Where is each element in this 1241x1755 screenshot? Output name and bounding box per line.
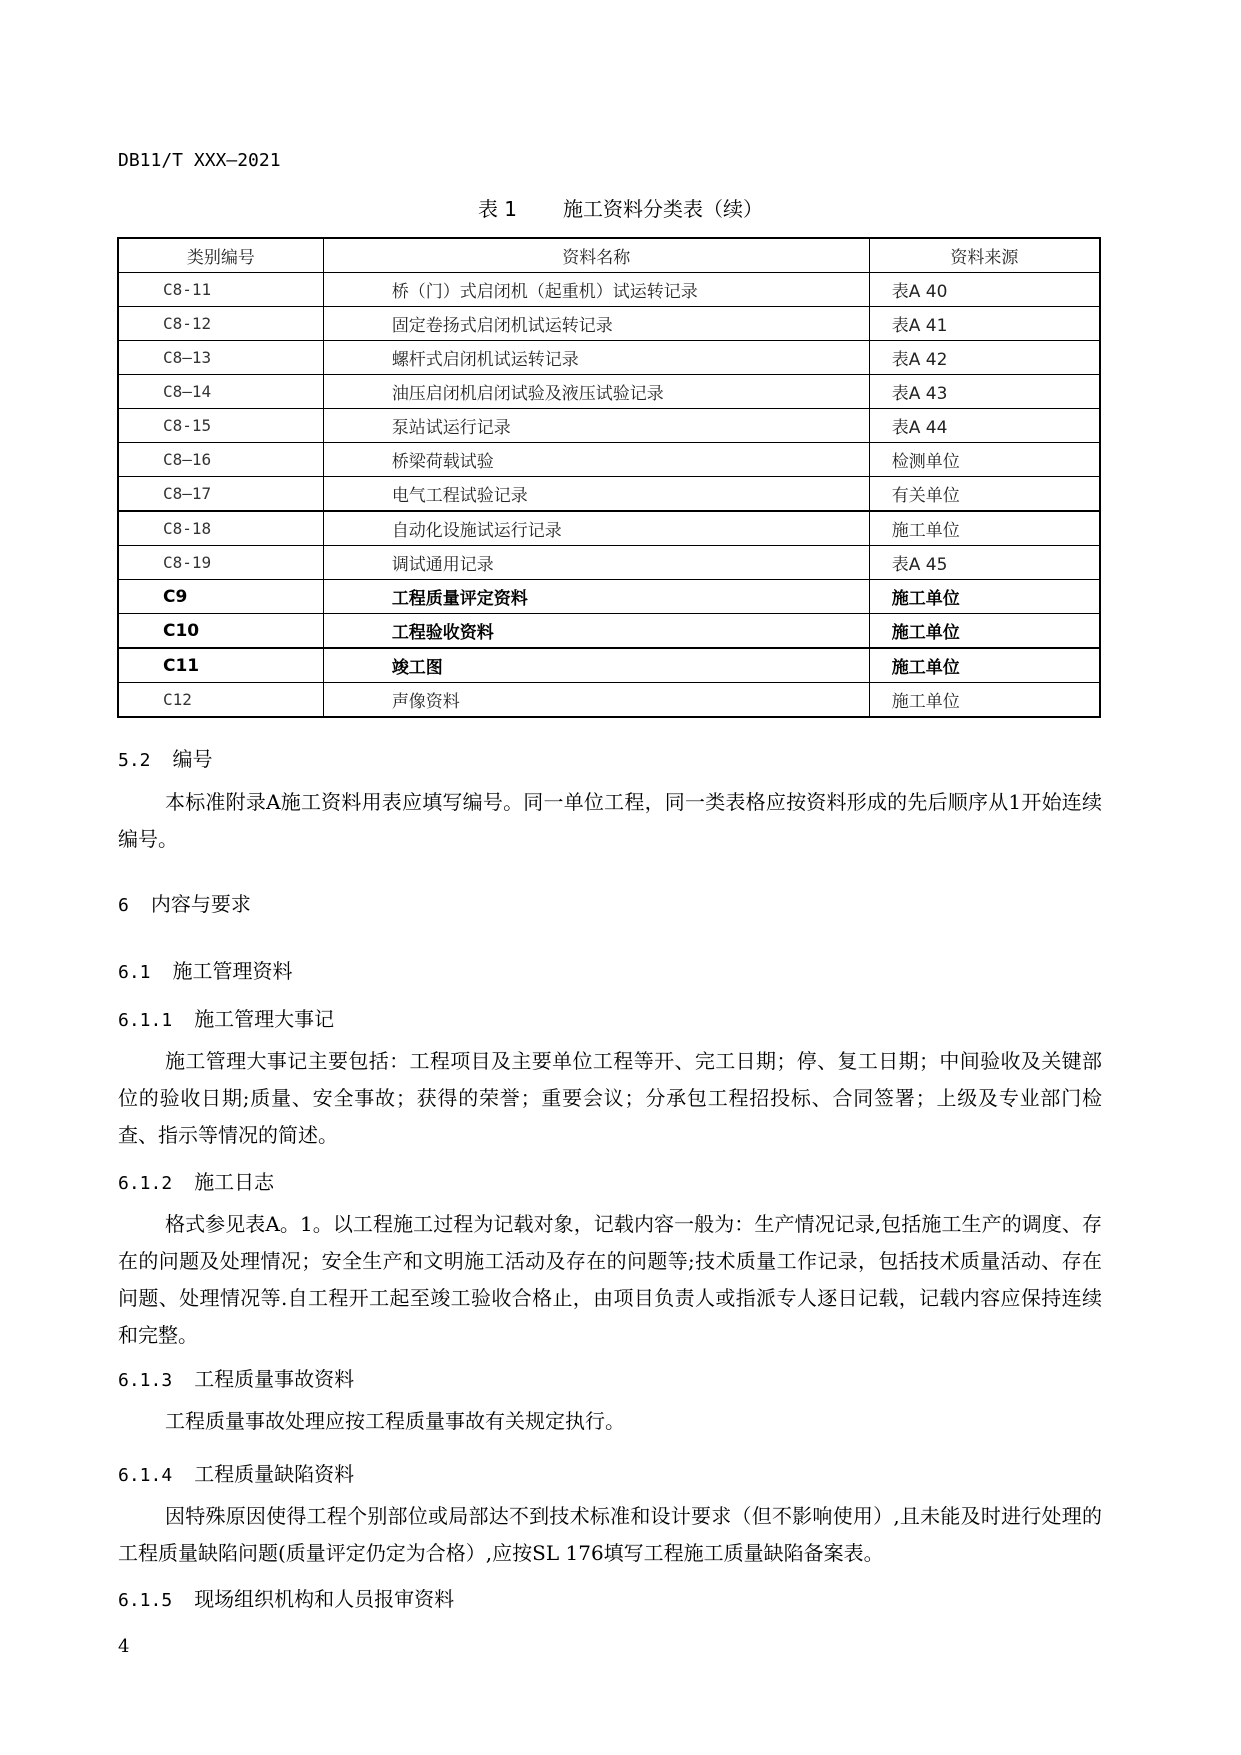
section-heading-6-1-1 [118, 1003, 334, 1032]
row-name: 泵站试运行记录 [323, 409, 869, 443]
row-name: 电气工程试验记录 [323, 477, 869, 512]
table-header-row [118, 238, 1100, 273]
row-code: C9 [118, 580, 323, 614]
table-row [118, 648, 1100, 683]
row-source: 有关单位 [869, 477, 1100, 512]
row-code: C8—17 [118, 477, 323, 512]
row-source: 表A 41 [869, 307, 1100, 341]
table-title: 施工资料分类表（续） [563, 197, 764, 221]
classification-table [117, 237, 1101, 718]
section-title: 施工日志 [194, 1170, 275, 1194]
section-number: 6 [118, 895, 129, 916]
column-header-source: 资料来源 [869, 238, 1100, 273]
paragraph-5-2: 本标准附录A施工资料用表应填写编号。同一单位工程，同一类表格应按资料形成的先后顺序从1开始连续编号。 [118, 790, 1102, 851]
row-name: 调试通用记录 [323, 546, 869, 580]
section-title: 施工管理资料 [172, 959, 293, 983]
row-name: 工程质量评定资料 [323, 580, 869, 614]
section-number: 6.1.1 [118, 1010, 173, 1031]
section-number: 6.1.3 [118, 1370, 173, 1391]
table-row [118, 477, 1100, 512]
row-name: 桥梁荷载试验 [323, 443, 869, 477]
row-source: 表A 45 [869, 546, 1100, 580]
table-row [118, 511, 1100, 546]
row-code: C8—16 [118, 443, 323, 477]
row-name: 固定卷扬式启闭机试运转记录 [323, 307, 869, 341]
table-row [118, 683, 1100, 718]
row-source: 检测单位 [869, 443, 1100, 477]
row-source: 表A 40 [869, 273, 1100, 307]
row-name: 声像资料 [323, 683, 869, 718]
row-code: C8-18 [118, 511, 323, 546]
row-code: C10 [118, 614, 323, 649]
table-row [118, 580, 1100, 614]
section-title: 工程质量事故资料 [194, 1367, 355, 1391]
row-source: 施工单位 [869, 511, 1100, 546]
section-number: 6.1 [118, 962, 151, 983]
row-source: 表A 43 [869, 375, 1100, 409]
row-source: 施工单位 [869, 614, 1100, 649]
row-name: 油压启闭机启闭试验及液压试验记录 [323, 375, 869, 409]
row-source: 表A 44 [869, 409, 1100, 443]
column-header-code: 类别编号 [118, 238, 323, 273]
row-source: 施工单位 [869, 648, 1100, 683]
table-row [118, 443, 1100, 477]
table-row [118, 614, 1100, 649]
paragraph-6-1-2: 格式参见表A。1。以工程施工过程为记载对象，记载内容一般为：生产情况记录,包括施工生产的调度、存在的问题及处理情况；安全生产和文明施工活动及存在的问题等;技术质量工作记录，包括技术质量活动、存在问题、处理情况等.自工程开工起至竣工验收合格止，由项目负责人或指派专人逐日记载，记载内容应保持连续和完整。 [118, 1212, 1102, 1347]
table-row [118, 273, 1100, 307]
section-heading-6-1-3 [118, 1363, 354, 1392]
table-row [118, 341, 1100, 375]
row-name: 桥（门）式启闭机（起重机）试运转记录 [323, 273, 869, 307]
table-row [118, 307, 1100, 341]
row-code: C8-11 [118, 273, 323, 307]
row-code: C8-19 [118, 546, 323, 580]
row-code: C8—14 [118, 375, 323, 409]
row-code: C8—13 [118, 341, 323, 375]
section-title: 内容与要求 [150, 892, 251, 916]
section-heading-6-1 [118, 955, 293, 984]
paragraph-6-1-1: 施工管理大事记主要包括：工程项目及主要单位工程等开、完工日期；停、复工日期；中间验收及关键部位的验收日期;质量、安全事故；获得的荣誉；重要会议；分承包工程招投标、合同签署；上级及专业部门检查、指示等情况的简述。 [118, 1049, 1102, 1147]
page-number: 4 [118, 1636, 130, 1657]
section-number: 6.1.4 [118, 1465, 173, 1486]
section-number: 6.1.2 [118, 1173, 173, 1194]
table-row [118, 409, 1100, 443]
row-source: 施工单位 [869, 580, 1100, 614]
section-heading-6-1-4 [118, 1458, 354, 1487]
document-code: DB11/T XXX—2021 [118, 150, 281, 171]
section-title: 编号 [172, 747, 213, 771]
section-heading-6-1-5 [118, 1583, 454, 1612]
row-code: C12 [118, 683, 323, 718]
table-row [118, 546, 1100, 580]
row-code: C11 [118, 648, 323, 683]
section-heading-6-1-2 [118, 1166, 274, 1195]
row-name: 工程验收资料 [323, 614, 869, 649]
table-number: 表 1 [477, 197, 518, 221]
section-heading-6 [118, 888, 251, 917]
section-title: 施工管理大事记 [194, 1007, 335, 1031]
column-header-name: 资料名称 [323, 238, 869, 273]
section-title: 工程质量缺陷资料 [194, 1462, 355, 1486]
paragraph-6-1-3: 工程质量事故处理应按工程质量事故有关规定执行。 [165, 1409, 625, 1433]
table-caption [0, 193, 1241, 222]
row-name: 螺杆式启闭机试运转记录 [323, 341, 869, 375]
section-number: 6.1.5 [118, 1590, 173, 1611]
section-number: 5.2 [118, 750, 151, 771]
row-source: 施工单位 [869, 683, 1100, 718]
row-source: 表A 42 [869, 341, 1100, 375]
paragraph-6-1-4: 因特殊原因使得工程个别部位或局部达不到技术标准和设计要求（但不影响使用）,且未能及时进行处理的工程质量缺陷问题(质量评定仍定为合格）,应按SL 176填写工程施工质量缺陷备案表。 [118, 1504, 1102, 1565]
row-code: C8-12 [118, 307, 323, 341]
row-name: 自动化设施试运行记录 [323, 511, 869, 546]
row-code: C8-15 [118, 409, 323, 443]
section-title: 现场组织机构和人员报审资料 [194, 1587, 455, 1611]
row-name: 竣工图 [323, 648, 869, 683]
table-row [118, 375, 1100, 409]
section-heading-5-2 [118, 743, 213, 772]
